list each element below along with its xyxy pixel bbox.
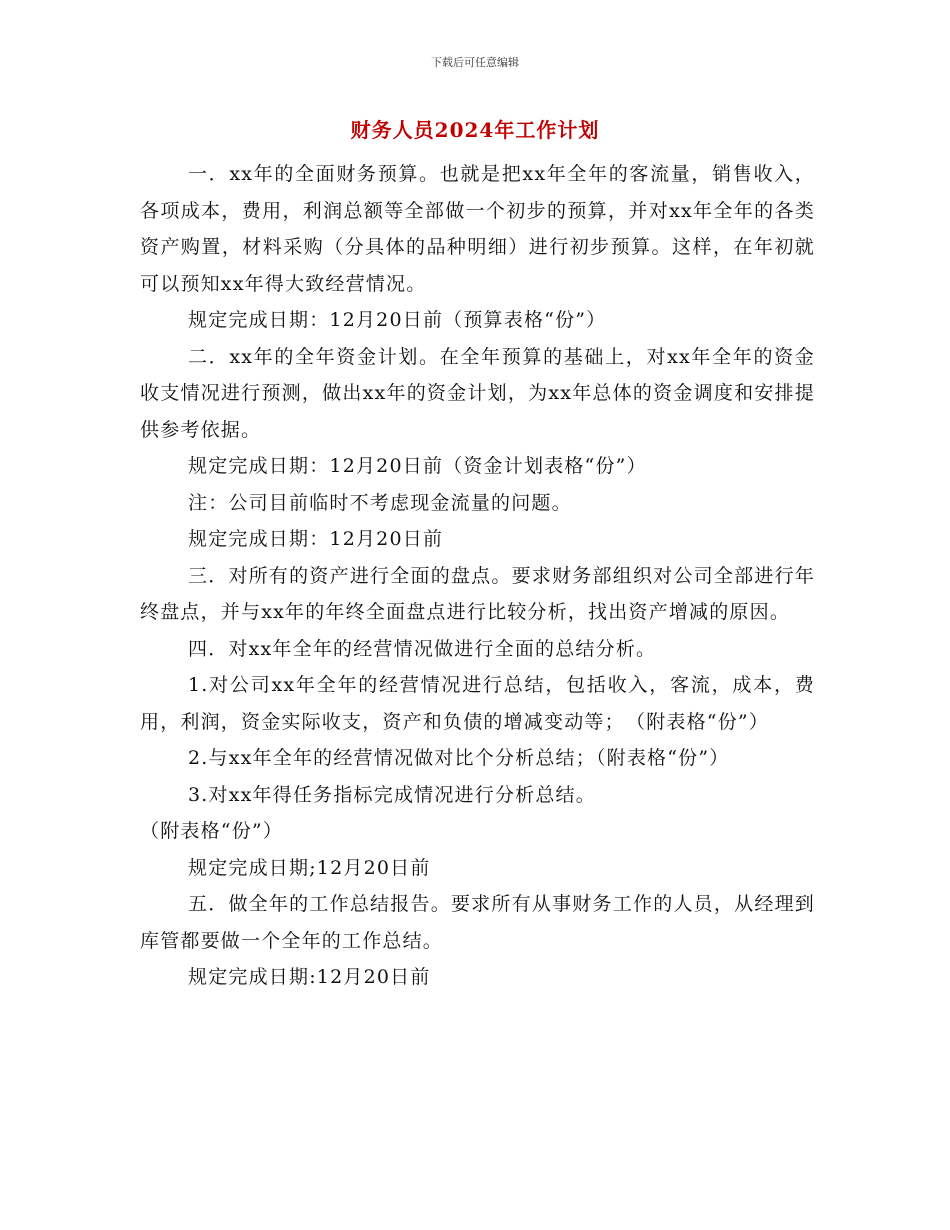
- list-item: 2.与xx年全年的经营情况做对比个分析总结；（附表格“份”）: [188, 747, 730, 769]
- paragraph-deadline: 规定完成日期：12月20日前: [188, 528, 444, 550]
- paragraph-deadline: 规定完成日期：12月20日前（预算表格“份”）: [188, 309, 607, 331]
- document-title: 财务人员2024年工作计划: [350, 118, 600, 142]
- paragraph-capital-plan: 二．xx年的全年资金计划。在全年预算的基础上，对xx年全年的资金收支情况进行预测，做出xx年的资金计划，为xx年总体的资金调度和安排提供参考依据。: [140, 345, 815, 441]
- paragraph-deadline: 规定完成日期:12月20日前: [188, 966, 431, 988]
- paragraph-deadline: 规定完成日期;12月20日前: [188, 856, 431, 879]
- header-note: 下载后可任意编辑: [431, 56, 519, 69]
- paragraph-deadline: 规定完成日期：12月20日前（资金计划表格“份”）: [188, 455, 647, 477]
- list-item: 1.对公司xx年全年的经营情况进行总结，包括收入，客流，成本，费用，利润，资金实际收支，资产和负债的增减变动等； （附表格“份”）: [140, 674, 815, 733]
- list-item: 3.对xx年得任务指标完成情况进行分析总结。: [188, 783, 596, 806]
- paragraph-inventory: 三．对所有的资产进行全面的盘点。要求财务部组织对公司全部进行年终盘点，并与xx年的年终全面盘点进行比较分析，找出资产增减的原因。: [140, 564, 815, 623]
- paragraph-budget: 一．xx年的全面财务预算。也就是把xx年全年的客流量，销售收入，各项成本，费用，利润总额等全部做一个初步的预算，并对xx年全年的各类资产购置，材料采购（分具体的品种明细）进行初步预算。这样，在年初就可以预知xx年得大致经营情况。: [140, 163, 815, 295]
- document-body: [140, 156, 815, 996]
- paragraph-work-report: 五．做全年的工作总结报告。要求所有从事财务工作的人员，从经理到库管都要做一个全年的工作总结。: [140, 893, 815, 952]
- paragraph-summary-analysis: 四．对xx年全年的经营情况做进行全面的总结分析。: [188, 637, 657, 660]
- paragraph-note: 注：公司目前临时不考虑现金流量的问题。: [188, 491, 572, 514]
- paragraph-attachment: （附表格“份”）: [140, 820, 284, 842]
